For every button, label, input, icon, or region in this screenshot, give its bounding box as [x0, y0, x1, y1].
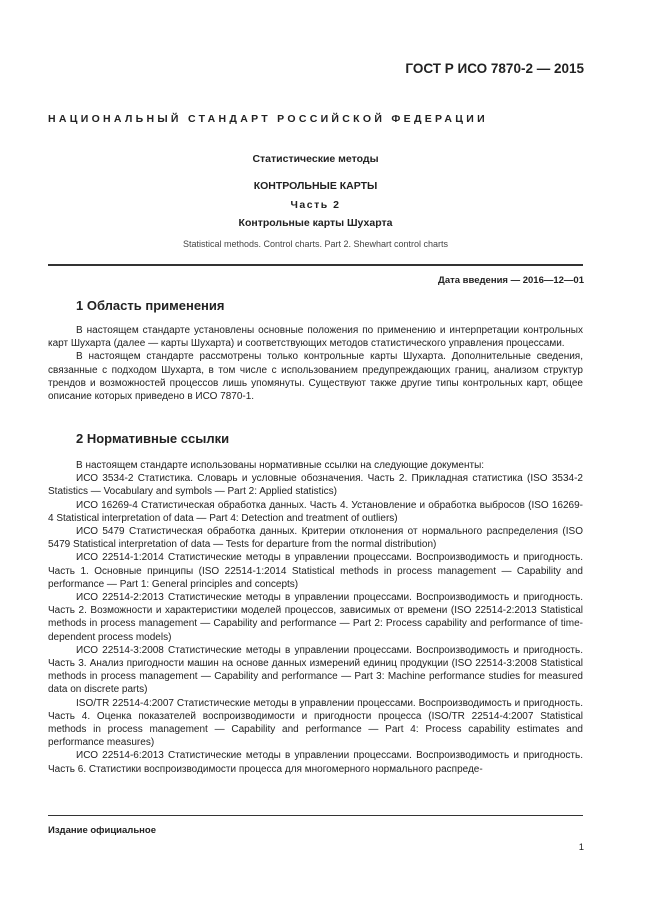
section-1-heading: 1 Область применения: [76, 298, 225, 313]
series-title: Статистические методы: [252, 153, 379, 165]
paragraph: В настоящем стандарте использованы нормативные ссылки на следующие документы:: [76, 460, 485, 471]
reference-item: ИСО 22514-2:2013 Статистические методы в управлении процессами. Воспроизводимость и пригодность. Часть 2. Возможности и характеристики моделей процессов, зависимых от времени (ISO 22514-2:2013 Statistical methods in process management — Capability and performance — Part 2: Process capability and performance of time-dependent process models): [48, 592, 583, 643]
introduction-date: Дата введения — 2016—12—01: [438, 275, 584, 286]
document-title: КОНТРОЛЬНЫЕ КАРТЫ: [253, 180, 378, 192]
section-2-body: [48, 459, 583, 776]
english-title: Statistical methods. Control charts. Part 2. Shewhart control charts: [182, 239, 449, 249]
national-standard-banner: НАЦИОНАЛЬНЫЙ СТАНДАРТ РОССИЙСКОЙ ФЕДЕРАЦИИ: [48, 113, 488, 125]
document-subtitle: Контрольные карты Шухарта: [238, 217, 393, 229]
reference-item: ИСО 3534-2 Статистика. Словарь и условные обозначения. Часть 2. Прикладная статистика (ISO 3534-2 Statistics — Vocabulary and symbols — Part 2: Applied statistics): [48, 473, 583, 498]
reference-item: ИСО 5479 Статистическая обработка данных. Критерии отклонения от нормального распределения (ISO 5479 Statistical interpretation of data — Tests for departure from the normal distribution): [48, 526, 583, 551]
reference-item: ИСО 22514-1:2014 Статистические методы в управлении процессами. Воспроизводимость и пригодность. Часть 1. Основные принципы (ISO 22514-1:2014 Statistical methods in process management — Capability and performance — Part 1: General principles and concepts): [48, 552, 583, 590]
reference-item: ИСО 16269-4 Статистическая обработка данных. Часть 4. Установление и обработка выбросов (ISO 16269-4 Statistical interpretation of data — Part 4: Detection and treatment of outliers): [48, 499, 583, 524]
paragraph: В настоящем стандарте рассмотрены только контрольные карты Шухарта. Дополнительные сведения, связанные с подходом Шухарта, в том числе с использованием предупреждающих границ, анализом структур трендов и возможностей процессов лишь упомянуты. Существуют также другие типы контрольных карт, общее описание которых приведено в ИСО 7870-1.: [48, 351, 583, 403]
reference-item: ИСО 22514-6:2013 Статистические методы в управлении процессами. Воспроизводимость и пригодность. Часть 6. Статистики воспроизводимости процесса для многомерного нормального распреде-: [48, 750, 583, 775]
section-1-body: [48, 324, 583, 403]
title-divider: [48, 264, 583, 266]
reference-item: ИСО 22514-3:2008 Статистические методы в управлении процессами. Воспроизводимость и пригодность. Часть 3. Анализ пригодности машин на основе данных измерений единиц продукции (ISO 22514-3:2008 Statistical methods in process management — Capability and performance — Part 3: Machine performance studies for measured data on discrete parts): [48, 644, 583, 696]
standard-code: ГОСТ Р ИСО 7870-2 — 2015: [405, 61, 584, 76]
paragraph: В настоящем стандарте установлены основные положения по применению и интерпретации контрольных карт Шухарта (далее — карты Шухарта) и соответствующих методов статистического управления процессами.: [48, 325, 583, 350]
official-edition-label: Издание официальное: [48, 825, 156, 836]
page-number: 1: [578, 842, 584, 853]
reference-item: ISO/TR 22514-4:2007 Статистические методы в управлении процессами. Воспроизводимость и пригодность. Часть 4. Оценка показателей воспроизводимости и пригодности процесса (ISO/TR 22514-4:2007 Statistical methods in process management — Capability and performance — Part 4: Process capability estimates and performance measures): [48, 697, 583, 749]
footer-divider: [48, 815, 583, 816]
section-2-heading: 2 Нормативные ссылки: [76, 431, 230, 446]
part-label: Часть 2: [290, 199, 341, 211]
